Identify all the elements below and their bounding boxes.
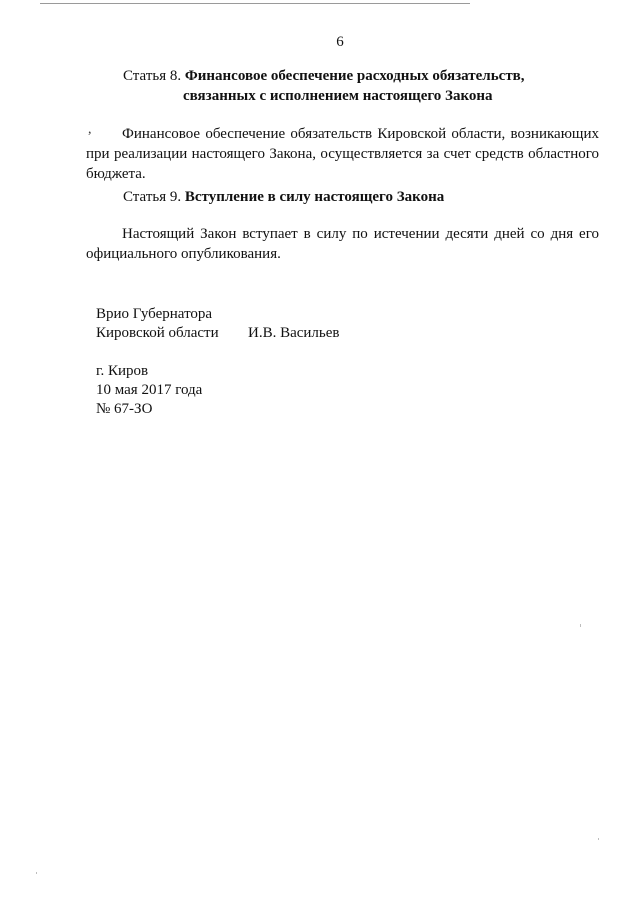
signatory-position-line-1: Врио Губернатора xyxy=(96,306,213,322)
scan-artifact-mark: , xyxy=(88,122,92,137)
article-8-title-line-1: Финансовое обеспечение расходных обязательств, xyxy=(184,68,525,84)
article-8-paragraph: Финансовое обеспечение обязательств Кировской области, возникающих при реализации настоящего Закона, осуществляется за счет средств областного бюджета. xyxy=(86,126,599,182)
article-8-heading-continued xyxy=(183,86,493,106)
scan-speck xyxy=(598,838,599,840)
scan-top-rule xyxy=(40,3,470,4)
signatory-name: И.В. Васильев xyxy=(248,325,340,341)
signatory-position-line-2: Кировской области xyxy=(96,325,219,341)
article-9-title: Вступление в силу настоящего Закона xyxy=(184,189,445,205)
law-number: № 67-ЗО xyxy=(96,401,153,417)
article-9-paragraph: Настоящий Закон вступает в силу по истечении десяти дней со дня его официального опубликования. xyxy=(86,226,599,262)
article-8-heading xyxy=(123,66,525,86)
article-8-prefix: Статья 8. xyxy=(123,68,182,84)
signing-date: 10 мая 2017 года xyxy=(96,382,203,398)
article-9-heading xyxy=(123,187,444,207)
article-9-prefix: Статья 9. xyxy=(123,189,182,205)
place-of-signing: г. Киров xyxy=(96,363,149,379)
scan-speck xyxy=(36,872,37,874)
scan-speck xyxy=(580,624,581,627)
page-number: 6 xyxy=(336,34,344,50)
article-8-title-line-2: связанных с исполнением настоящего Закона xyxy=(183,88,493,104)
